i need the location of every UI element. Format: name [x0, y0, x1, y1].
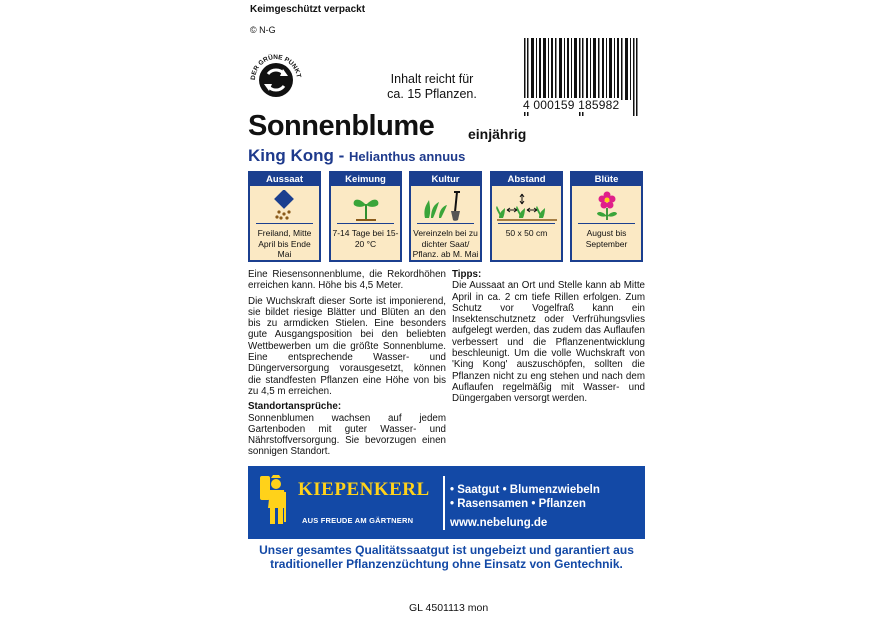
- panel-text: August bis September: [585, 228, 628, 249]
- sowing-icon: [250, 189, 319, 223]
- latin-name: Helianthus annuus: [349, 149, 466, 164]
- panel-title: Abstand: [492, 173, 561, 186]
- offer-line1: • Saatgut • Blumenzwiebeln: [450, 484, 600, 496]
- brand-tagline: AUS FREUDE AM GÄRTNERN: [302, 516, 414, 525]
- panel-title: Keimung: [331, 173, 400, 186]
- brand-website[interactable]: www.nebelung.de: [450, 517, 548, 529]
- annual-label: einjährig: [468, 126, 527, 142]
- panel-divider: [256, 223, 313, 224]
- tips-heading: Tipps:: [452, 269, 482, 280]
- spacing-icon: [492, 189, 561, 223]
- tips-column: [452, 269, 645, 409]
- variety-name: King Kong -: [248, 146, 345, 165]
- panel-text: 50 x 50 cm: [505, 228, 548, 238]
- variety-line: [248, 146, 465, 166]
- spade-icon: [411, 189, 480, 223]
- panel-bluete: [570, 171, 643, 262]
- panel-kultur: [409, 171, 482, 262]
- description-column: [248, 269, 446, 462]
- panel-divider: [337, 223, 394, 224]
- panel-divider: [417, 223, 474, 224]
- product-code: GL 4501113 mon: [409, 602, 489, 614]
- copyright-note: © N-G: [250, 25, 276, 35]
- panel-text: Vereinzeln bei zu dichter Saat/ Pflanz. ab M. Mai: [412, 228, 479, 259]
- seedling-icon: [331, 189, 400, 223]
- offer-line2: • Rasensamen • Pflanzen: [450, 498, 586, 510]
- panel-keimung: [329, 171, 402, 262]
- kiepenkerl-mascot-icon: [258, 472, 294, 530]
- panel-divider: [578, 223, 635, 224]
- panel-abstand: [490, 171, 563, 262]
- green-dot-label: DER GRÜNE PUNKT: [249, 53, 302, 81]
- panel-aussaat: [248, 171, 321, 262]
- seed-note: Keimgeschützt verpackt: [250, 4, 366, 15]
- banner-divider: [443, 476, 445, 530]
- location-heading: Standortansprüche:: [248, 401, 342, 413]
- quality-statement: Unser gesamtes Qualitätssaatgut ist ungebeizt und garantiert aus traditioneller Pflanzenzüchtung ohne Einsatz von Gentechnik.: [259, 543, 634, 571]
- location-text: Sonnenblumen wachsen auf jedem Gartenboden mit guter Wasser- und Nährstoffversorgung. Sie bevorzugen einen sonnigen Standort.: [248, 412, 446, 458]
- panel-text: Freiland, Mitte April bis Ende Mai: [257, 228, 312, 259]
- product-title: Sonnenblume: [248, 110, 435, 142]
- flower-icon: [572, 189, 641, 223]
- panel-title: Aussaat: [250, 173, 319, 186]
- content-note-line2: ca. 15 Pflanzen.: [387, 87, 477, 101]
- tips-text: Die Aussaat an Ort und Stelle kann ab Mitte April in ca. 2 cm tiefe Rillen erfolgen. Zum Schutz vor Vogelfraß kann ein Insektenschutznetz oder Verfrühungsvlies aufgelegt werden, das zudem das Auflaufen verbessert und die Pflanzenentwicklung beschleunigt. Um die volle Wuchskraft von 'King Kong' auszuschöpfen, sollten die Pflanzen nicht zu eng stehen und nach dem Auflaufen regelmäßig mit Wasser- und Düngergaben versorgt werden.: [452, 280, 645, 405]
- content-note-line1: Inhalt reicht für: [390, 72, 474, 86]
- description-main: Die Wuchskraft dieser Sorte ist imponierend, sie bildet riesige Blätter und Blüten an den bis zu armdicken Stielen. Eine besonders gute Ausgangsposition bei den beliebten Wettbewerben um die größte Sonnenblume. Eine entsprechende Wasser- und Düngerversorgung vorausgesetzt, können die standfesten Pflanzen eine Höhe von bis zu 4,5 m erreichen.: [248, 295, 446, 397]
- barcode-number: 4 000159 185982: [523, 98, 620, 112]
- brand-name: KIEPENKERL: [298, 479, 430, 500]
- panel-title: Blüte: [572, 173, 641, 186]
- description-intro: Eine Riesensonnenblume, die Rekordhöhen erreichen kann. Höhe bis 4,5 Meter.: [248, 269, 446, 292]
- panel-title: Kultur: [411, 173, 480, 186]
- content-note: [372, 72, 492, 102]
- green-dot-logo: [248, 50, 304, 106]
- panel-divider: [498, 223, 555, 224]
- panel-text: 7-14 Tage bei 15-20 °C: [332, 228, 399, 249]
